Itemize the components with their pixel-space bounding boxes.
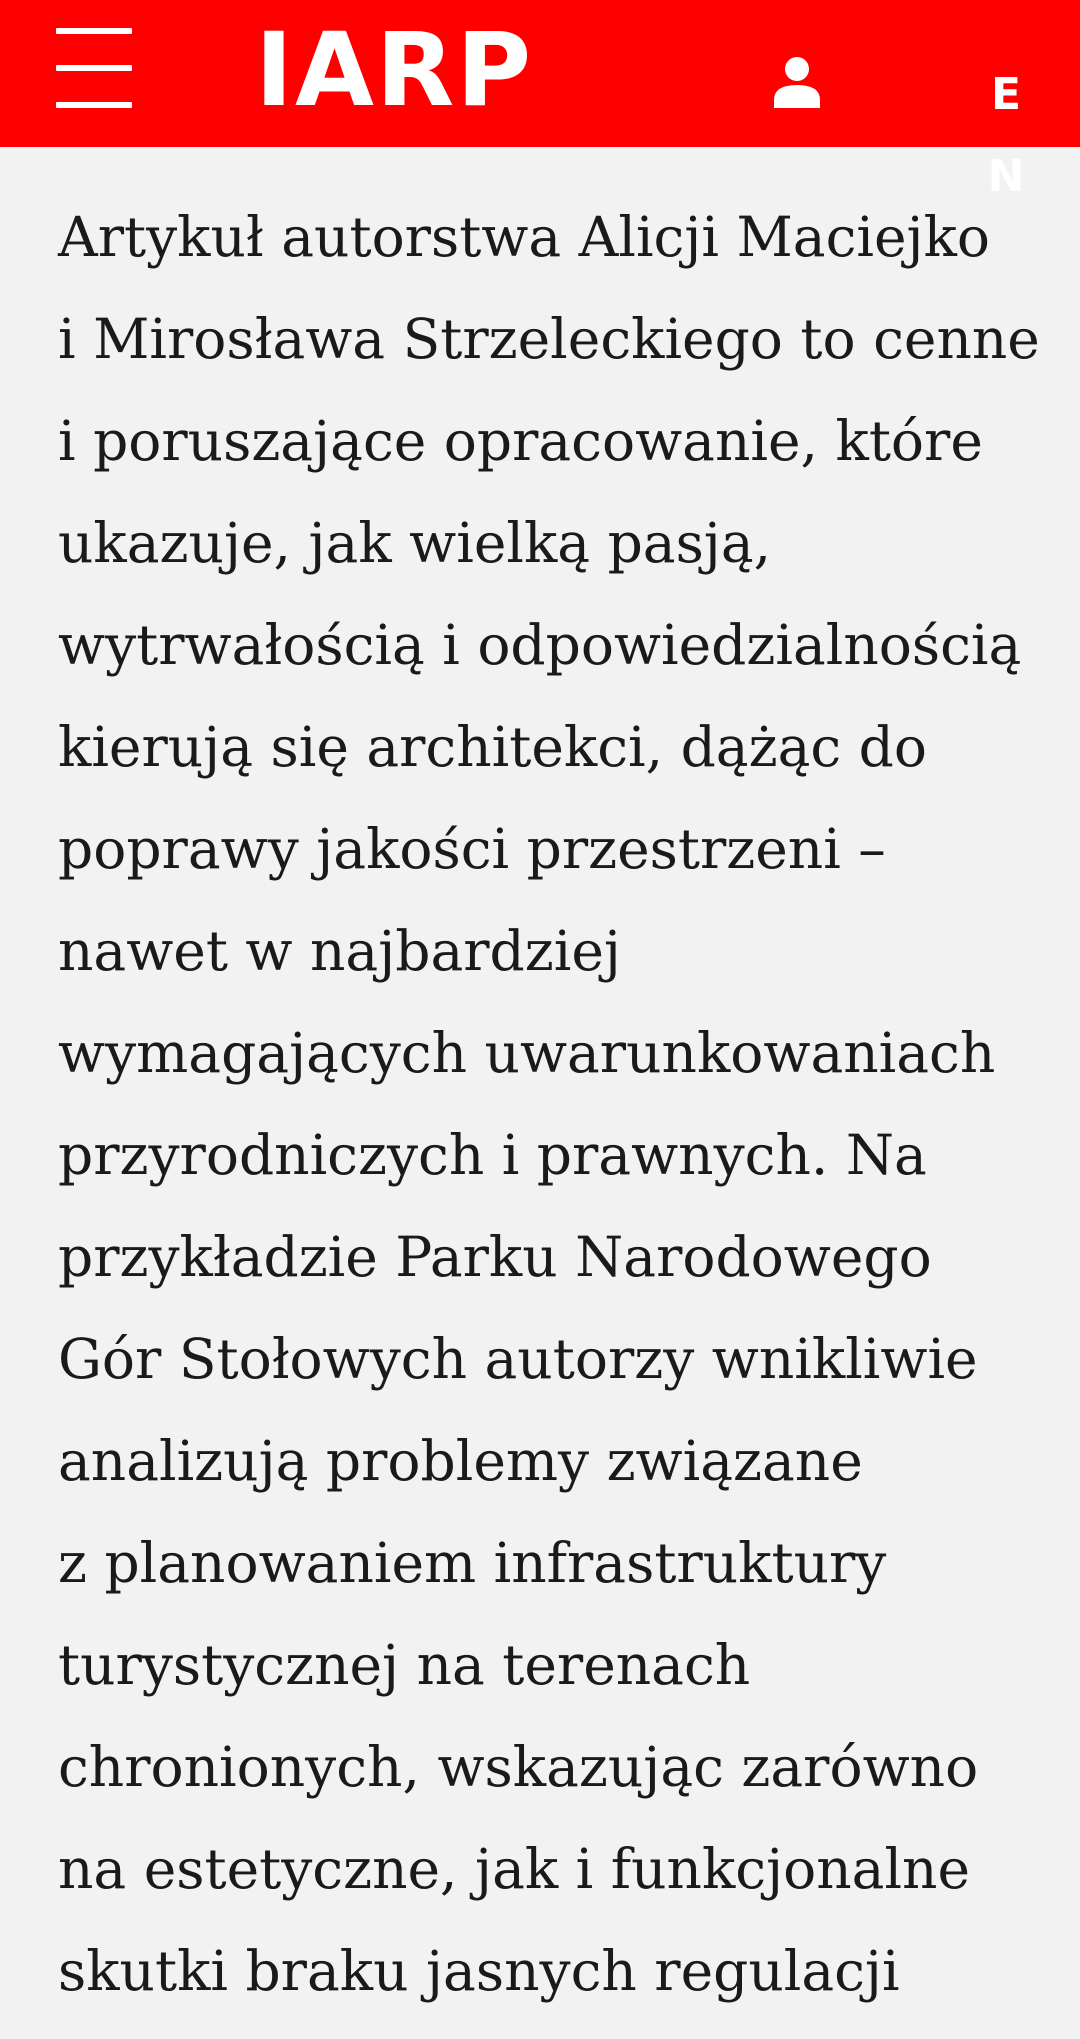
hamburger-menu-icon[interactable]	[56, 28, 132, 108]
article-text-line: z planowaniem infrastruktury	[58, 1531, 887, 1595]
menu-bar-line	[56, 102, 132, 108]
article-text-line: Artykuł autorstwa Alicji Maciejko	[58, 205, 991, 269]
article-text-line: wytrwałością i odpowiedzialnością	[58, 613, 1022, 677]
user-icon[interactable]	[772, 56, 822, 108]
site-logo[interactable]: IARP	[255, 11, 534, 130]
article-text-line: na estetyczne, jak i funkcjonalne	[58, 1837, 971, 1901]
article-text-line: i Mirosława Strzeleckiego to cenne	[58, 307, 1040, 371]
article-text-line: przykładzie Parku Narodowego	[58, 1225, 932, 1289]
article-text-line: wymagających uwarunkowaniach	[58, 1021, 996, 1085]
article-text-line: ukazuje, jak wielką pasją,	[58, 511, 772, 575]
article-text-line: turystycznej na terenach	[58, 1633, 751, 1697]
article-text-line: poprawy jakości przestrzeni –	[58, 817, 886, 881]
article-text-line: przyrodniczych i prawnych. Na	[58, 1123, 927, 1187]
article-text-line: nawet w najbardziej	[58, 919, 621, 983]
top-navigation-bar	[0, 0, 1080, 202]
article-body	[58, 186, 1058, 2022]
language-letter: E	[990, 69, 1022, 120]
menu-bar-line	[56, 28, 132, 34]
article-text-line: analizują problemy związane	[58, 1429, 863, 1493]
menu-bar-line	[56, 65, 132, 71]
article-text-line: Gór Stołowych autorzy wnikliwie	[58, 1327, 978, 1391]
article-text-line: i poruszające opracowanie, które	[58, 409, 983, 473]
article-text-line: kierują się architekci, dążąc do	[58, 715, 927, 779]
language-letter: N	[987, 151, 1025, 202]
article-text-line: skutki braku jasnych regulacji	[58, 1939, 900, 2003]
article-text-line: chronionych, wskazując zarówno	[58, 1735, 979, 1799]
